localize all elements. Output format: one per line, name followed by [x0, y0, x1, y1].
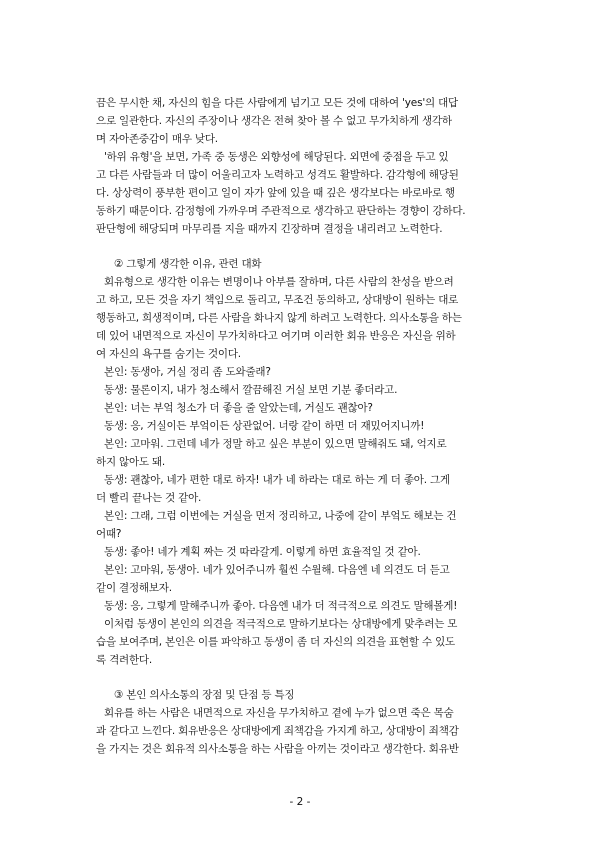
- section-heading: ③ 본인 의사소통의 장점 및 단점 등 특징: [114, 689, 295, 701]
- dialogue-line: 동생: 응, 그렇게 말해주니까 좋아. 다음엔 내가 더 적극적으로 의견도 말해볼게!: [104, 600, 458, 612]
- dialogue-line: 하지 않아도 돼.: [96, 456, 166, 468]
- text-line: 판단형에 해당되며 마무리를 지을 때까지 긴장하며 결정을 내리려고 노력한다.: [96, 223, 443, 235]
- text-line: '하위 유형'을 보면, 가족 중 동생은 외향성에 해당된다. 외면에 중점을 두고 있: [104, 151, 449, 163]
- dialogue-line: 어때?: [96, 528, 122, 540]
- dialogue-line: 본인: 고마워. 그런데 네가 정말 하고 싶은 부분이 있으면 말해줘도 돼, 억지로: [104, 438, 447, 450]
- dialogue-line: 같이 결정해보자.: [96, 582, 172, 594]
- text-line: 과 같다고 느낀다. 회유반응은 상대방에게 죄책감을 가지게 하고, 상대방이 죄책감: [96, 725, 459, 737]
- dialogue-line: 동생: 좋아! 네가 계획 짜는 것 따라갈게. 이렇게 하면 효율적일 것 같아.: [104, 546, 421, 558]
- text-line: 며 자아존중감이 매우 낮다.: [96, 133, 218, 145]
- text-line: 회유형으로 생각한 이유는 변명이나 아부를 잘하며, 다른 사람의 찬성을 받으려: [104, 276, 454, 288]
- dialogue-line: 동생: 물론이지, 내가 청소해서 깔끔해진 거실 보면 기분 좋더라고.: [104, 384, 398, 396]
- dialogue-line: 동생: 응, 거실이든 부엌이든 상관없어. 너랑 같이 하면 더 재밌어지니까!: [104, 420, 425, 432]
- page-number: - 2 -: [289, 796, 311, 808]
- text-line: 데 있어 내면적으로 자신이 무가치하다고 여기며 이러한 회유 반응은 자신을 위하: [96, 330, 456, 342]
- text-line: 끔은 무시한 채, 자신의 힘을 다른 사람에게 넘기고 모든 것에 대하여 'yes'의 대답: [96, 97, 458, 109]
- text-line: 이처럼 동생이 본인의 의견을 적극적으로 말하기보다는 상대방에게 맞추려는 모: [104, 618, 458, 630]
- dialogue-line: 본인: 그래, 그럼 이번에는 거실을 먼저 정리하고, 나중에 같이 부엌도 해보는 건: [104, 510, 457, 522]
- dialogue-line: 본인: 동생아, 거실 정리 좀 도와줄래?: [104, 366, 271, 378]
- dialogue-line: 동생: 괜찮아, 네가 편한 대로 하자! 내가 네 하라는 대로 하는 게 더 좋아. 그게: [104, 474, 450, 486]
- text-line: 행동하고, 희생적이며, 다른 사람을 화나지 않게 하려고 노력한다. 의사소통을 하는: [96, 312, 462, 324]
- text-line: 으로 일관한다. 자신의 주장이나 생각은 전혀 찾아 볼 수 없고 무가치하게 생각하: [96, 115, 452, 127]
- text-line: 회유를 하는 사람은 내면적으로 자신을 무가치하고 곁에 누가 없으면 죽은 목숨: [104, 707, 454, 719]
- text-line: 록 격려한다.: [96, 654, 152, 666]
- text-line: 고 다른 사람들과 더 많이 어울리고자 노력하고 성격도 활발하다. 감각형에 해당된: [96, 169, 459, 181]
- dialogue-line: 본인: 너는 부엌 청소가 더 좋을 줄 알았는데, 거실도 괜찮아?: [104, 402, 373, 414]
- text-line: 여 자신의 욕구를 숨기는 것이다.: [96, 348, 241, 360]
- section-heading: ② 그렇게 생각한 이유, 관련 대화: [114, 258, 262, 270]
- text-line: 고 하고, 모든 것을 자기 책임으로 돌리고, 무조건 동의하고, 상대방이 원하는 대로: [96, 294, 459, 306]
- text-line: 동하기 때문이다. 감정형에 가까우며 주관적으로 생각하고 판단하는 경향이 강하다.: [96, 205, 466, 217]
- dialogue-line: 더 빨리 끝나는 것 같아.: [96, 492, 202, 504]
- dialogue-line: 본인: 고마워, 동생아. 네가 있어주니까 훨씬 수월해. 다음엔 네 의견도 더 듣고: [104, 564, 450, 576]
- text-line: 습을 보여주며, 본인은 이를 파악하고 동생이 좀 더 자신의 의견을 표현할 수 있도: [96, 636, 455, 648]
- text-line: 다. 상상력이 풍부한 편이고 일이 자가 앞에 있을 때 깊은 생각보다는 바로바로 행: [96, 187, 455, 199]
- text-line: 을 가지는 것은 회유적 의사소통을 하는 사람을 아끼는 것이라고 생각한다. 회유반: [96, 743, 459, 755]
